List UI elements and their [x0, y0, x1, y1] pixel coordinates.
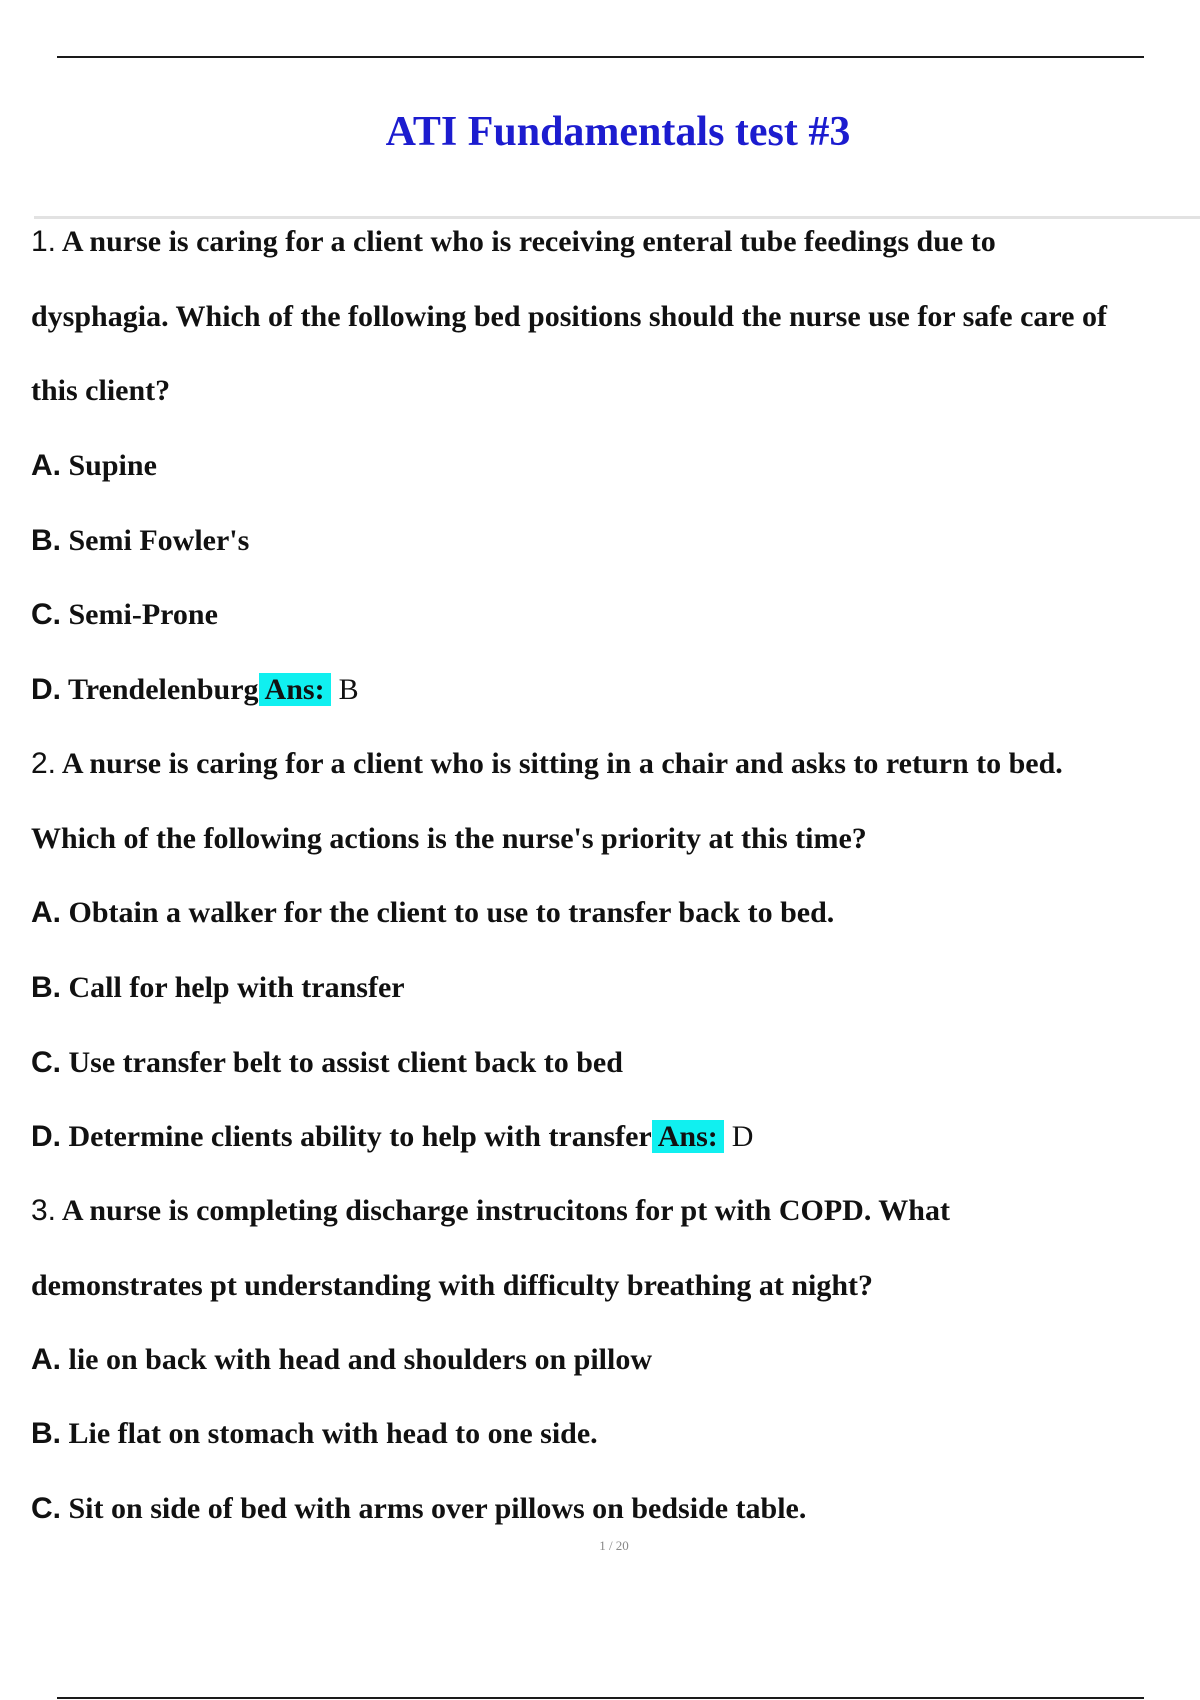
question-2-option-a [31, 893, 834, 933]
question-number: 1. [31, 225, 57, 258]
answer-label: Ans: [259, 673, 331, 706]
question-number: 3. [31, 1194, 57, 1227]
option-text: lie on back with head and shoulders on pillow [68, 1343, 652, 1376]
answer-value: D [731, 1120, 754, 1153]
question-stem-text: A nurse is completing discharge instrucitons for pt with COPD. What [61, 1194, 950, 1227]
question-3-option-a [31, 1340, 652, 1380]
option-letter: C. [31, 598, 61, 631]
option-text: Use transfer belt to assist client back to bed [68, 1046, 623, 1079]
option-letter: D. [31, 673, 61, 706]
option-text: Trendelenburg [67, 673, 259, 706]
question-1-stem-line-2: dysphagia. Which of the following bed positions should the nurse use for safe care of [31, 300, 1107, 333]
question-1-option-d [31, 670, 359, 710]
option-letter: A. [31, 896, 61, 929]
option-letter: B. [31, 1417, 61, 1450]
question-3-option-b [31, 1414, 598, 1454]
question-number: 2. [31, 747, 57, 780]
option-letter: C. [31, 1492, 61, 1525]
question-1-option-b [31, 521, 249, 561]
question-2-stem-line-2: Which of the following actions is the nurse's priority at this time? [31, 822, 867, 855]
option-text: Sit on side of bed with arms over pillows on bedside table. [68, 1492, 807, 1525]
question-1-stem-line-3: this client? [31, 374, 171, 407]
question-2-option-d [31, 1117, 753, 1157]
document-title: ATI Fundamentals test #3 [385, 109, 851, 155]
option-text: Semi Fowler's [68, 524, 250, 557]
page-indicator: 1 / 20 [599, 1538, 629, 1553]
title-divider [34, 216, 1200, 219]
option-letter: A. [31, 449, 61, 482]
option-letter: C. [31, 1046, 61, 1079]
answer-label: Ans: [652, 1120, 724, 1153]
question-stem-text: A nurse is caring for a client who is sitting in a chair and asks to return to bed. [61, 747, 1063, 780]
question-3-stem-line-1 [31, 1191, 950, 1231]
question-1-option-a [31, 446, 157, 486]
option-text: Determine clients ability to help with transfer [68, 1120, 652, 1153]
question-3-stem-line-2: demonstrates pt understanding with difficulty breathing at night? [31, 1269, 874, 1302]
question-3-option-c [31, 1489, 806, 1529]
answer-value: B [338, 673, 359, 706]
bottom-rule [57, 1697, 1144, 1699]
question-stem-text: A nurse is caring for a client who is receiving enteral tube feedings due to [61, 225, 996, 258]
question-2-option-b [31, 968, 405, 1008]
question-1-stem-line-1 [31, 222, 996, 262]
option-text: Obtain a walker for the client to use to transfer back to bed. [68, 896, 835, 929]
option-text: Supine [68, 449, 157, 482]
question-1-option-c [31, 595, 218, 635]
option-letter: B. [31, 971, 61, 1004]
option-letter: A. [31, 1343, 61, 1376]
top-rule [57, 56, 1144, 58]
option-letter: B. [31, 524, 61, 557]
question-2-stem-line-1 [31, 744, 1063, 784]
option-text: Semi-Prone [68, 598, 218, 631]
option-text: Lie flat on stomach with head to one side. [68, 1417, 598, 1450]
option-letter: D. [31, 1120, 61, 1153]
option-text: Call for help with transfer [68, 971, 405, 1004]
question-2-option-c [31, 1043, 623, 1083]
